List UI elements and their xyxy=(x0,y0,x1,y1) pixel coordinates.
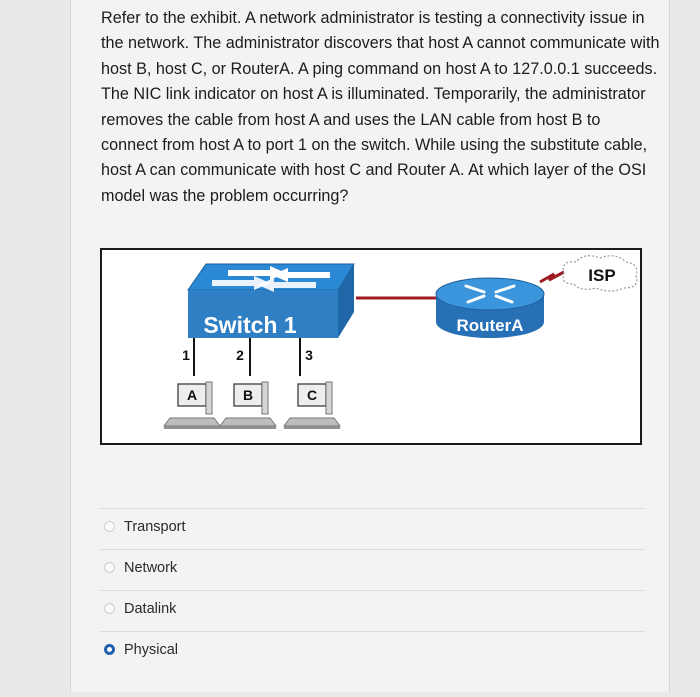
answer-label: Network xyxy=(124,560,178,576)
answer-list xyxy=(100,508,645,672)
port-label-3: 3 xyxy=(305,347,313,363)
answer-option[interactable] xyxy=(100,631,645,672)
radio-button[interactable] xyxy=(104,603,115,614)
network-exhibit xyxy=(100,248,642,445)
answer-label: Transport xyxy=(124,519,186,535)
answer-label: Datalink xyxy=(124,601,177,617)
radio-button[interactable] xyxy=(104,521,115,532)
radio-button[interactable] xyxy=(104,644,115,655)
host-c-label: C xyxy=(306,387,318,403)
answer-option[interactable] xyxy=(100,549,645,590)
isp-label: ISP xyxy=(588,266,616,285)
radio-button[interactable] xyxy=(104,562,115,573)
port-label-1: 1 xyxy=(182,347,190,363)
host-b-label: B xyxy=(242,387,254,403)
port-label-2: 2 xyxy=(236,347,244,363)
switch-label: Switch 1 xyxy=(203,312,297,338)
router-label: RouterA xyxy=(456,316,524,335)
answer-option[interactable] xyxy=(100,508,645,549)
answer-option[interactable] xyxy=(100,590,645,631)
answer-label: Physical xyxy=(124,642,178,658)
router-isp-link xyxy=(540,272,564,282)
network-diagram xyxy=(102,250,644,447)
question-text: Refer to the exhibit. A network administrator is testing a connectivity issue in the network. The administrator discovers that host A cannot communicate with host B, host C, or RouterA. A ping command on host A to 127.0.0.1 succeeds. The NIC link indicator on host A is illuminated. Temporarily, the administrator removes the cable from host A and uses the LAN cable from host B to connect from host A to port 1 on the switch. While using the substitute cable, host A can communicate with host C and Router A. At which layer of the OSI model was the problem occurring? xyxy=(101,9,660,205)
host-a-label: A xyxy=(186,387,198,403)
